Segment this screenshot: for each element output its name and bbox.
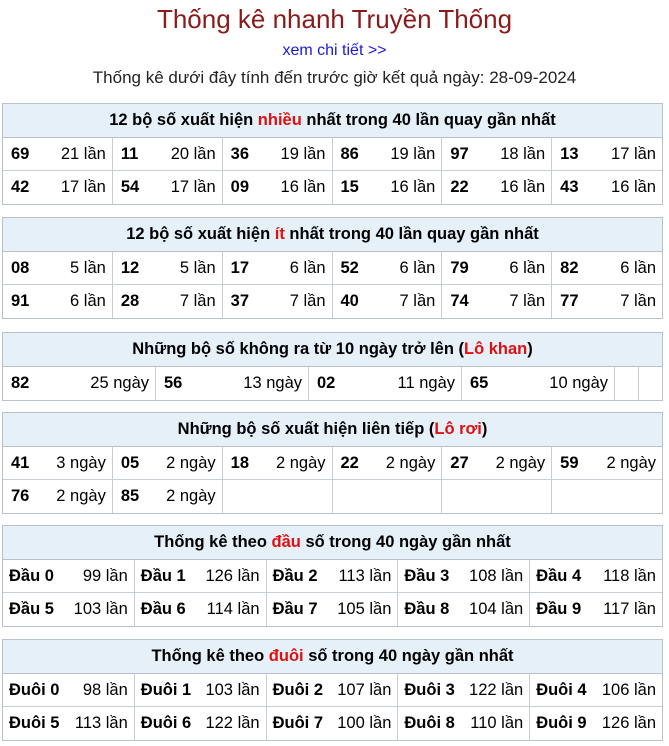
- count: 126 lần: [205, 566, 260, 585]
- count: 5 lần: [179, 258, 216, 277]
- stat-cell: [333, 447, 443, 480]
- count: 6 lần: [70, 292, 106, 310]
- stat-cell: [3, 138, 113, 171]
- stat-cell: [3, 674, 135, 707]
- number: 77: [560, 292, 579, 310]
- count: 113 lần: [74, 714, 128, 732]
- detail-link[interactable]: xem chi tiết >>: [282, 42, 387, 59]
- count: 113 lần: [338, 566, 392, 585]
- number: 05: [120, 453, 140, 472]
- stat-cell: [3, 367, 156, 400]
- count: 7 lần: [620, 292, 656, 310]
- number: 36: [230, 144, 250, 163]
- stat-cell: [3, 285, 113, 318]
- label: Đầu 6: [140, 600, 186, 618]
- stat-cell: [223, 138, 333, 171]
- number: 79: [450, 258, 469, 277]
- empty-cell: [639, 367, 662, 400]
- count: 21 lần: [60, 144, 106, 163]
- count: 2 ngày: [385, 453, 436, 472]
- number: 82: [11, 374, 30, 392]
- number: 69: [11, 144, 30, 163]
- label: Đuôi 8: [404, 714, 455, 732]
- stat-cell: [552, 252, 662, 285]
- count: 20 lần: [170, 144, 216, 163]
- heading-text: Thống kê theo: [154, 533, 272, 551]
- stat-cell: [398, 560, 530, 593]
- heading-text: Những bộ số không ra từ 10 ngày trở lên (: [132, 340, 464, 358]
- number: 76: [11, 487, 30, 505]
- stat-cell: [223, 171, 333, 204]
- stat-cell: [135, 674, 267, 707]
- stat-cell: [530, 674, 662, 707]
- count: 16 lần: [280, 178, 326, 196]
- count: 10 ngày: [549, 374, 608, 392]
- heading-text: Thống kê theo: [151, 647, 269, 665]
- count: 7 lần: [289, 292, 326, 310]
- lo-khan-grid: [3, 367, 662, 400]
- stat-cell: [398, 593, 530, 626]
- count: 2 ngày: [166, 453, 216, 472]
- least-frequent-grid: [3, 252, 662, 318]
- lo-khan-heading: [3, 333, 662, 367]
- lo-roi-heading: [3, 413, 662, 447]
- stat-cell: [267, 560, 399, 593]
- count: 13 ngày: [243, 374, 302, 392]
- heading-text: ): [481, 420, 488, 438]
- most-frequent-heading: [3, 104, 662, 138]
- count: 108 lần: [469, 566, 524, 585]
- count: 2 ngày: [275, 453, 326, 472]
- heading-highlight: Lô khan: [463, 340, 528, 358]
- lo-roi-table: [2, 412, 663, 514]
- count: 7 lần: [509, 292, 546, 310]
- label: Đầu 3: [404, 566, 450, 585]
- count: 126 lần: [601, 714, 656, 732]
- stat-cell: [223, 447, 333, 480]
- stat-cell: [552, 285, 662, 318]
- number: 12: [120, 258, 140, 277]
- count: 16 lần: [611, 178, 656, 196]
- heading-highlight: ít: [274, 225, 285, 243]
- number: 22: [340, 453, 359, 472]
- heading-highlight: đuôi: [268, 647, 304, 665]
- stat-cell: [530, 593, 662, 626]
- count: 3 ngày: [56, 453, 106, 472]
- number: 15: [340, 178, 359, 196]
- stat-cell: [3, 707, 135, 740]
- heading-text: 12 bộ số xuất hiện: [109, 111, 258, 129]
- heading-highlight: Lô rơi: [434, 420, 482, 438]
- count: 19 lần: [280, 144, 326, 163]
- stat-cell: [442, 447, 552, 480]
- stat-cell: [530, 707, 662, 740]
- dau-table: [2, 525, 663, 627]
- count: 114 lần: [206, 600, 260, 618]
- number: 52: [340, 258, 359, 277]
- stat-cell: [333, 138, 443, 171]
- number: 18: [230, 453, 250, 472]
- number: 54: [120, 178, 140, 196]
- stat-cell: [113, 285, 223, 318]
- number: 43: [560, 178, 579, 196]
- stat-cell: [3, 480, 113, 513]
- stat-cell: [135, 593, 267, 626]
- number: 56: [164, 374, 183, 392]
- number: 40: [340, 292, 359, 310]
- number: 02: [317, 374, 336, 392]
- stat-cell: [267, 674, 399, 707]
- stat-cell: [552, 171, 662, 204]
- empty-cell: [223, 480, 333, 513]
- stat-cell: [333, 171, 443, 204]
- count: 103 lần: [73, 600, 128, 618]
- count: 99 lần: [82, 566, 128, 585]
- count: 105 lần: [337, 600, 392, 618]
- number: 85: [120, 487, 140, 505]
- count: 6 lần: [399, 258, 436, 277]
- duoi-table: [2, 639, 663, 741]
- number: 28: [120, 292, 140, 310]
- heading-highlight: nhiều: [257, 111, 302, 129]
- least-frequent-heading: [3, 218, 662, 252]
- number: 22: [450, 178, 469, 196]
- count: 7 lần: [399, 292, 436, 310]
- stat-cell: [113, 252, 223, 285]
- count: 18 lần: [500, 144, 546, 163]
- count: 2 ngày: [166, 487, 216, 505]
- count: 17 lần: [170, 178, 216, 196]
- count: 103 lần: [205, 680, 260, 699]
- count: 19 lần: [390, 144, 436, 163]
- number: 74: [450, 292, 469, 310]
- heading-text: nhất trong 40 lần quay gần nhất: [284, 225, 539, 243]
- label: Đầu 8: [404, 600, 450, 618]
- number: 82: [560, 258, 579, 277]
- stat-cell: [156, 367, 309, 400]
- label: Đuôi 7: [272, 714, 324, 732]
- stat-cell: [135, 560, 267, 593]
- stat-cell: [267, 593, 399, 626]
- count: 106 lần: [601, 680, 656, 699]
- count: 110 lần: [470, 714, 524, 732]
- stat-cell: [3, 447, 113, 480]
- stat-cell: [462, 367, 615, 400]
- stat-cell: [113, 171, 223, 204]
- lo-khan-table: [2, 332, 663, 401]
- stat-cell: [113, 480, 223, 513]
- number: 86: [340, 144, 359, 163]
- stat-cell: [442, 285, 552, 318]
- dau-grid: [3, 560, 662, 626]
- number: 41: [11, 453, 30, 472]
- stat-cell: [442, 138, 552, 171]
- duoi-grid: [3, 674, 662, 740]
- stat-cell: [333, 252, 443, 285]
- count: 122 lần: [205, 714, 260, 732]
- heading-text: 12 bộ số xuất hiện: [126, 225, 275, 243]
- stat-cell: [223, 252, 333, 285]
- count: 98 lần: [82, 680, 128, 699]
- count: 117 lần: [603, 600, 656, 618]
- stat-cell: [552, 447, 662, 480]
- stat-cell: [223, 285, 333, 318]
- number: 13: [560, 144, 579, 163]
- stat-cell: [398, 674, 530, 707]
- count: 5 lần: [70, 258, 106, 277]
- label: Đuôi 6: [140, 714, 192, 732]
- page-title: Thống kê nhanh Truyền Thống: [156, 4, 513, 34]
- number: 91: [11, 292, 30, 310]
- count: 17 lần: [611, 144, 656, 163]
- count: 6 lần: [620, 258, 656, 277]
- duoi-heading: [3, 640, 662, 674]
- count: 104 lần: [469, 600, 524, 618]
- most-frequent-grid: [3, 138, 662, 204]
- stat-cell: [552, 138, 662, 171]
- count: 122 lần: [469, 680, 524, 699]
- number: 97: [450, 144, 469, 163]
- lo-roi-grid: [3, 447, 662, 513]
- heading-text: nhất trong 40 lần quay gần nhất: [301, 111, 556, 129]
- stat-cell: [3, 560, 135, 593]
- stat-cell: [3, 171, 113, 204]
- count: 118 lần: [603, 566, 656, 585]
- count: 25 ngày: [90, 374, 149, 392]
- number: 08: [11, 258, 30, 277]
- page-subtitle: Thống kê dưới đây tính đến trước giờ kết quả ngày: 28-09-2024: [92, 68, 577, 87]
- count: 16 lần: [390, 178, 436, 196]
- stat-cell: [398, 707, 530, 740]
- number: 65: [470, 374, 489, 392]
- label: Đầu 9: [536, 600, 582, 618]
- count: 7 lần: [179, 292, 216, 310]
- least-frequent-table: [2, 217, 663, 319]
- stat-cell: [442, 171, 552, 204]
- empty-cell: [442, 480, 552, 513]
- heading-text: số trong 40 ngày gần nhất: [303, 647, 514, 665]
- stat-cell: [3, 593, 135, 626]
- label: Đầu 4: [536, 566, 582, 585]
- count: 107 lần: [337, 680, 392, 699]
- heading-text: ): [527, 340, 533, 358]
- number: 27: [450, 453, 469, 472]
- number: 37: [230, 292, 250, 310]
- number: 59: [560, 453, 579, 472]
- label: Đuôi 9: [536, 714, 587, 732]
- label: Đuôi 5: [9, 714, 60, 732]
- stat-cell: [333, 285, 443, 318]
- stat-cell: [113, 138, 223, 171]
- count: 2 ngày: [56, 487, 106, 505]
- empty-cell: [552, 480, 662, 513]
- number: 11: [120, 144, 139, 163]
- empty-cell: [615, 367, 639, 400]
- stat-cell: [135, 707, 267, 740]
- count: 6 lần: [509, 258, 546, 277]
- label: Đầu 2: [272, 566, 318, 585]
- dau-heading: [3, 526, 662, 560]
- label: Đuôi 2: [272, 680, 324, 699]
- most-frequent-table: [2, 103, 663, 205]
- number: 17: [230, 258, 250, 277]
- number: 42: [11, 178, 30, 196]
- label: Đầu 0: [9, 566, 54, 585]
- label: Đuôi 4: [536, 680, 587, 699]
- heading-highlight: đầu: [271, 533, 301, 551]
- label: Đầu 5: [9, 600, 54, 618]
- number: 09: [230, 178, 250, 196]
- stat-cell: [113, 447, 223, 480]
- count: 100 lần: [337, 714, 392, 732]
- count: 11 ngày: [397, 374, 455, 392]
- count: 16 lần: [500, 178, 546, 196]
- label: Đầu 1: [140, 566, 186, 585]
- empty-cell: [333, 480, 443, 513]
- label: Đuôi 1: [140, 680, 192, 699]
- count: 2 ngày: [606, 453, 656, 472]
- stat-cell: [309, 367, 462, 400]
- count: 17 lần: [60, 178, 106, 196]
- heading-text: Những bộ số xuất hiện liên tiếp (: [177, 420, 435, 438]
- stat-cell: [442, 252, 552, 285]
- label: Đầu 7: [272, 600, 318, 618]
- count: 2 ngày: [495, 453, 546, 472]
- stat-cell: [530, 560, 662, 593]
- label: Đuôi 3: [404, 680, 455, 699]
- stat-cell: [267, 707, 399, 740]
- label: Đuôi 0: [9, 680, 60, 699]
- heading-text: số trong 40 ngày gần nhất: [300, 533, 511, 551]
- stat-cell: [3, 252, 113, 285]
- count: 6 lần: [289, 258, 326, 277]
